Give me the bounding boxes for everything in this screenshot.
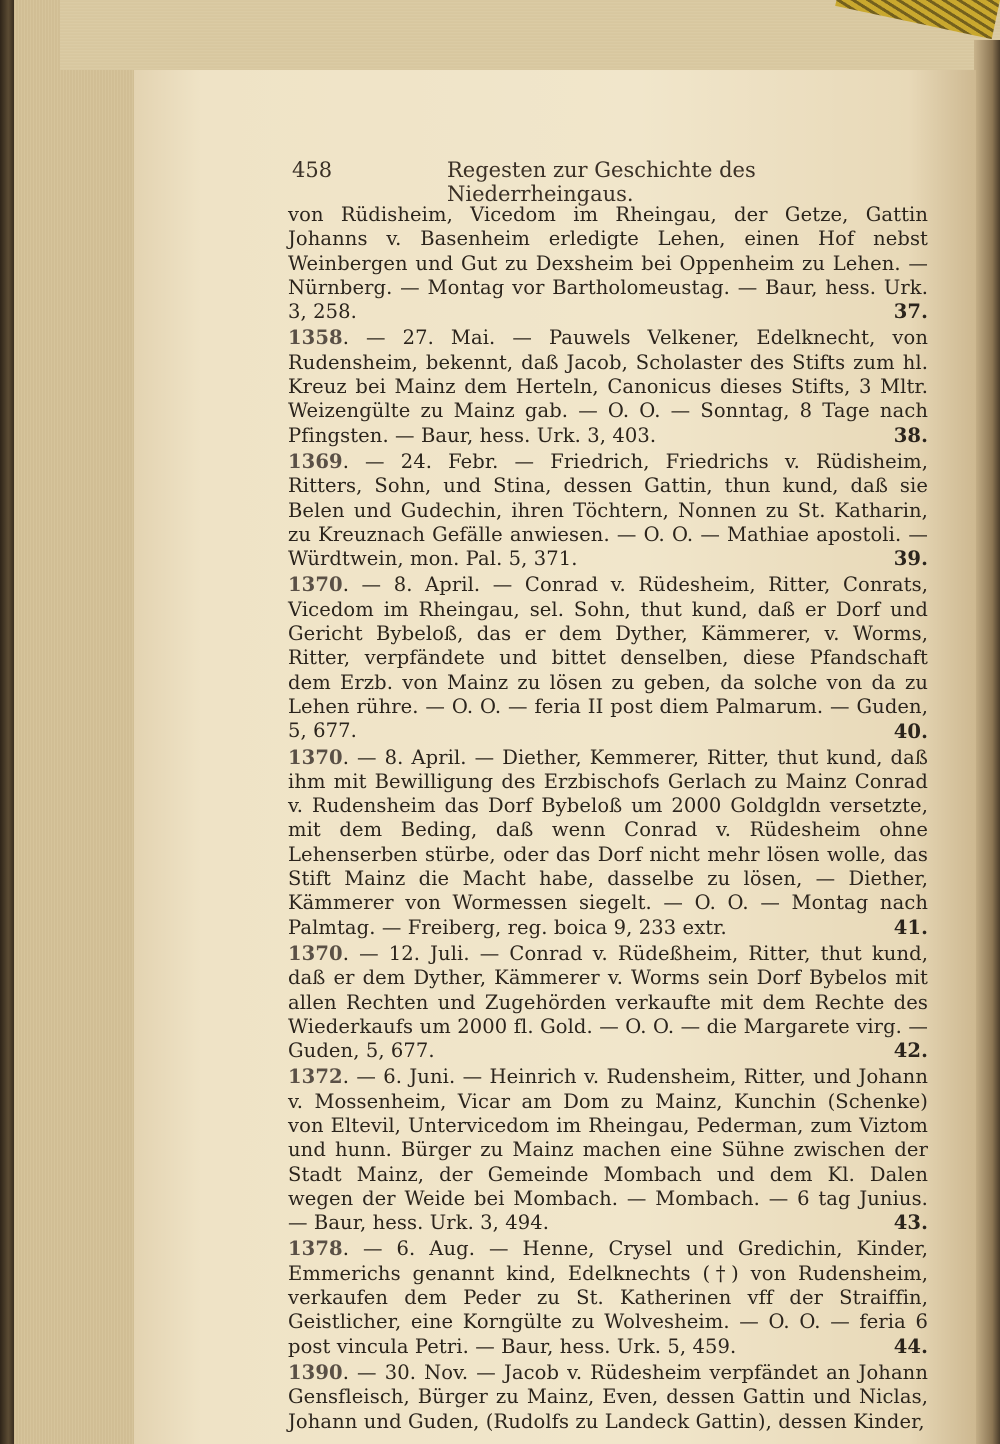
entry-number: 38.: [893, 423, 928, 447]
regest-entry: [288, 1361, 928, 1434]
regest-entry: [288, 203, 928, 324]
entry-text: . — 24. Febr. — Friedrich, Friedrichs v. Rüdisheim, Ritters, Sohn, und Stina, dessen Gattin, thun kund, daß sie Belen und Gudechin, ihren Töchtern, Nonnen zu St. Katharin, zu Kreuznach Gefälle anwiesen. — O. O. — Mathiae apostoli. — Würdtwein, mon. Pal. 5, 371.: [288, 449, 928, 571]
entry-text: . — 8. April. — Diether, Kemmerer, Ritter, thut kund, daß ihm mit Bewilligung des Erzbischofs Gerlach zu Mainz Conrad v. Rudensheim das Dorf Bybeloß um 2000 Goldgldn versetzte, mit dem Beding, daß wenn Conrad v. Rüdesheim ohne Lehenserben stürbe, oder das Dorf nicht mehr lösen wolle, das Stift Mainz die Macht habe, dasselbe zu lösen, — Diether, Kämmerer von Wormessen siegelt. — O. O. — Montag nach Palmtag. — Freiberg, reg. boica 9, 233 extr.: [288, 745, 928, 939]
entry-number: 42.: [893, 1039, 928, 1063]
entry-number: 44.: [893, 1334, 928, 1358]
running-title: Regesten zur Geschichte des Niederrheingaus.: [447, 158, 756, 206]
entry-text: von Rüdisheim, Vicedom im Rheingau, der Getze, Gattin Johanns v. Basenheim erledigte Lehen, einen Hof nebst Weinbergen und Gut zu Dexsheim bei Oppenheim zu Lehen. — Nürnberg. — Montag vor Bartholomeustag. — Baur, hess. Urk. 3, 258.: [288, 203, 928, 324]
entry-number: 40.: [893, 719, 928, 743]
regest-entry: [288, 326, 928, 447]
entry-year: 1358: [288, 326, 343, 350]
entry-year: 1370: [288, 573, 343, 597]
entry-number: 43.: [893, 1211, 928, 1235]
page-number: 458: [292, 158, 333, 182]
regest-entry: [288, 942, 928, 1063]
regest-entry: [288, 573, 928, 743]
entry-text: . — 30. Nov. — Jacob v. Rüdesheim verpfändet an Johann Gensfleisch, Bürger zu Mainz, Even, dessen Gattin und Niclas, Johann und Guden, (Rudolfs zu Landeck Gattin), dessen Kinder,: [288, 1360, 928, 1433]
entry-number: 39.: [893, 547, 928, 571]
entry-number: 41.: [893, 915, 928, 939]
entry-text: . — 12. Juli. — Conrad v. Rüdeßheim, Ritter, thut kund, daß er dem Dyther, Kämmerer v. Worms sein Dorf Bybelos mit allen Rechten und Zugehörden verkaufte mit dem Rechte des Wiederkaufs um 2000 fl. Gold. — O. O. — die Margarete virg. — Guden, 5, 677.: [288, 941, 928, 1063]
entry-text: . — 6. Aug. — Henne, Crysel und Gredichin, Kinder, Emmerichs genannt kind, Edelknechts (†) von Rudensheim, verkaufen dem Peder zu St. Katherinen vff der Straiffin, Geistlicher, eine Korngülte zu Wolvesheim. — O. O. — feria 6 post vincula Petri. — Baur, hess. Urk. 5, 459.: [288, 1237, 928, 1358]
page-right-edge: [974, 40, 1000, 1444]
entry-year: 1390: [288, 1360, 343, 1384]
entry-year: 1370: [288, 745, 343, 769]
entry-text: . — 6. Juni. — Heinrich v. Rudensheim, Ritter, und Johann v. Mossenheim, Vicar am Dom zu Mainz, Kunchin (Schenke) von Eltevil, Untervicedom im Rheingau, Pederman, zum Viztom und hunn. Bürger zu Mainz machen eine Sühne zwischen der Stadt Mainz, der Gemeinde Mombach und dem Kl. Dalen wegen der Weide bei Mombach. — Mombach. — 6 tag Junius. — Baur, hess. Urk. 3, 494.: [288, 1065, 928, 1235]
entry-year: 1378: [288, 1237, 343, 1261]
entry-year: 1369: [288, 449, 343, 473]
entry-year: 1372: [288, 1065, 343, 1089]
entry-year: 1370: [288, 941, 343, 965]
regesten-text: [288, 203, 928, 1436]
book-spine: [0, 0, 14, 1444]
regest-entry: [288, 746, 928, 940]
page-stack-edge: [14, 0, 134, 1444]
entry-number: 37.: [893, 300, 928, 324]
entry-text: . — 27. Mai. — Pauwels Velkener, Edelknecht, von Rudensheim, bekennt, daß Jacob, Scholaster des Stifts zum hl. Kreuz bei Mainz dem Herteln, Canonicus dieses Stifts, 3 Mltr. Weizengülte zu Mainz gab. — O. O. — Sonntag, 8 Tage nach Pfingsten. — Baur, hess. Urk. 3, 403.: [288, 326, 928, 447]
page-header: [292, 158, 912, 206]
regest-entry: [288, 1237, 928, 1358]
entry-text: . — 8. April. — Conrad v. Rüdesheim, Ritter, Conrats, Vicedom im Rheingau, sel. Sohn, thut kund, daß er Dorf und Gericht Bybeloß, das er dem Dyther, Kämmerer, v. Worms, Ritter, verpfändete und bittet denselben, diese Pfandschaft dem Erzb. von Mainz zu lösen zu geben, da solche von da zu Lehen rühre. — O. O. — feria II post diem Palmarum. — Guden, 5, 677.: [288, 573, 928, 743]
regest-entry: [288, 1065, 928, 1235]
regest-entry: [288, 450, 928, 571]
